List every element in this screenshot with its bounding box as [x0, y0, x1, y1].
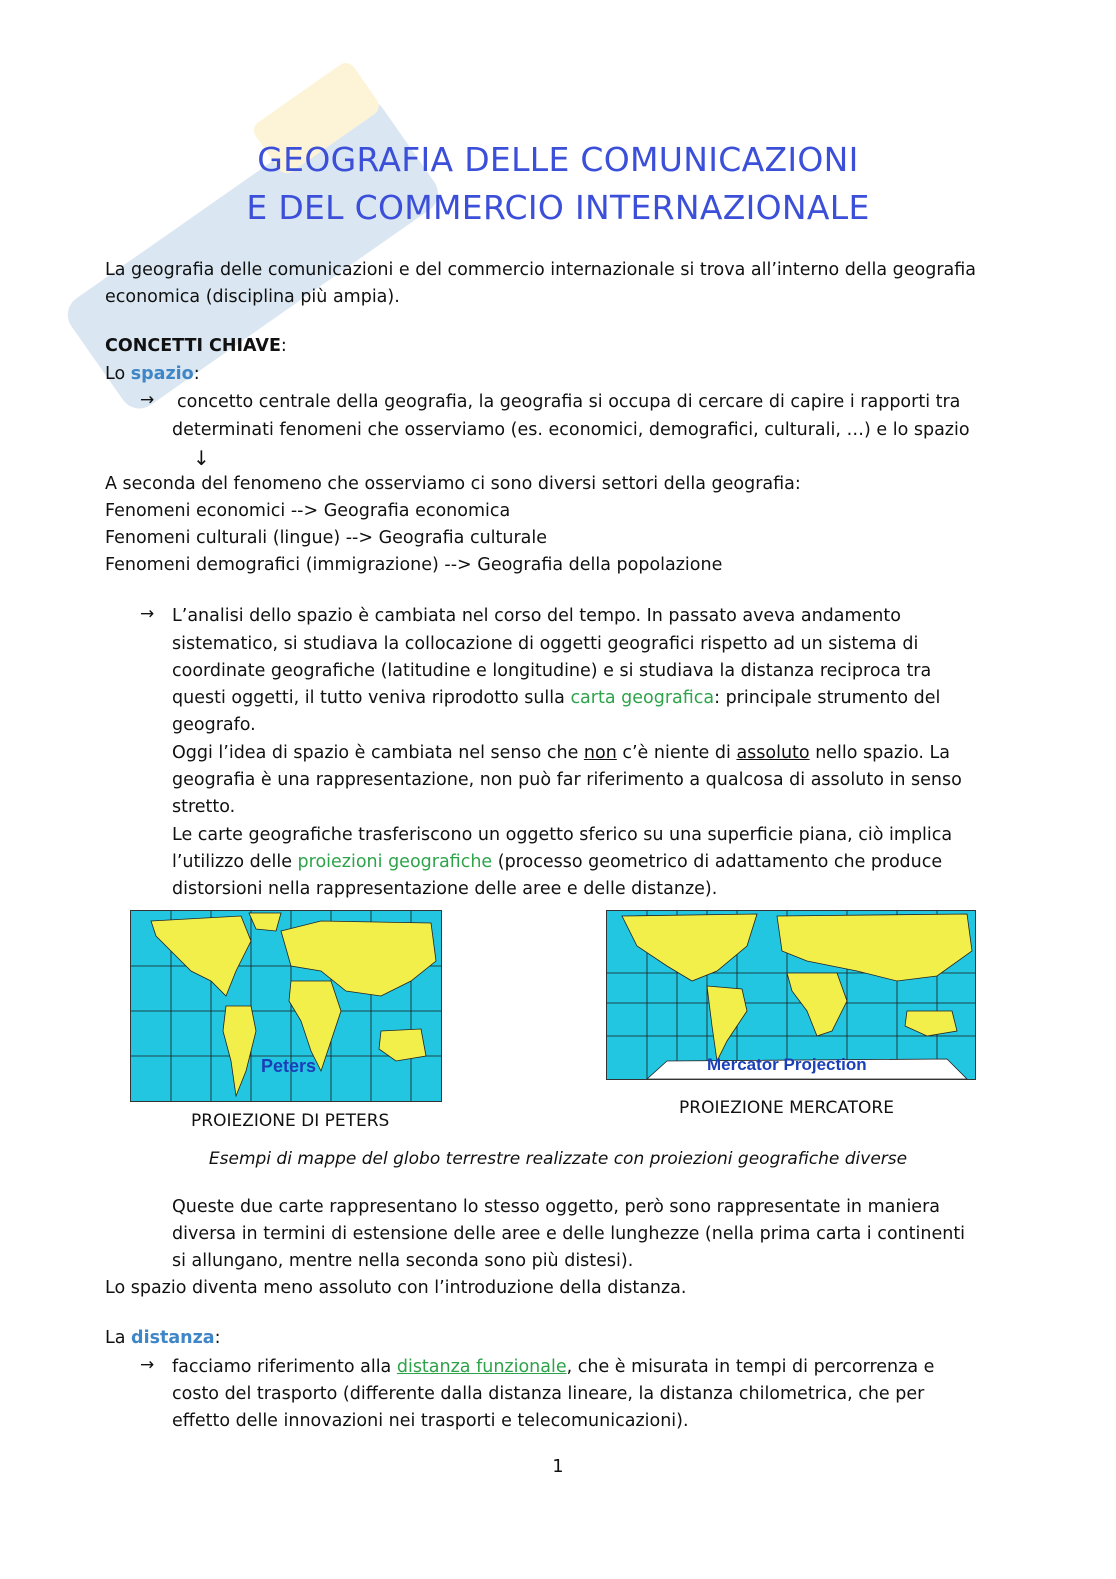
peters-map-label: Peters	[261, 1056, 317, 1076]
distanza-line-1-tail: , che è misurata in tempi di percorrenza e	[566, 1357, 935, 1377]
analysis-line-6-tail: nello spazio. La	[809, 743, 951, 763]
analysis-line-11: distorsioni nella rappresentazione delle aree e delle distanze).	[172, 879, 718, 899]
figure-caption: Esempi di mappe del globo terrestre realizzate con proiezioni geografiche diverse	[208, 1149, 908, 1169]
analysis-line-4-tail: : principale strumento del	[714, 688, 941, 708]
analysis-line-3: coordinate geografiche (latitudine e longitudine) e si studiava la distanza reciproca tra	[172, 661, 932, 681]
sector-demographic: Fenomeni demografici (immigrazione) --> Geografia della popolazione	[105, 555, 723, 575]
analysis-line-10-tail: (processo geometrico di adattamento che produce	[492, 852, 943, 872]
distanza-heading	[105, 1326, 221, 1350]
sector-economic: Fenomeni economici --> Geografia economica	[105, 501, 511, 521]
key-concepts-label: CONCETTI CHIAVE	[105, 336, 281, 356]
spazio-bullet-line-2: determinati fenomeni che osserviamo (es. economici, demografici, culturali, …) e lo spazio	[172, 420, 970, 440]
down-arrow-icon: ↓	[193, 446, 210, 470]
peters-caption: PROIEZIONE DI PETERS	[191, 1111, 390, 1131]
bullet-arrow-icon: →	[140, 390, 155, 410]
distanza-prefix: La	[105, 1328, 132, 1348]
sectors-intro: A seconda del fenomeno che osserviamo ci sono diversi settori della geografia:	[105, 474, 801, 494]
distanza-line-1	[172, 1355, 934, 1379]
page-title-line-2: E DEL COMMERCIO INTERNAZIONALE	[246, 188, 870, 227]
spazio-colon: :	[193, 364, 200, 384]
distanza-line-3: effetto delle innovazioni nei trasporti e telecomunicazioni).	[172, 1411, 689, 1431]
non-underlined: non	[583, 743, 617, 763]
spazio-keyword: spazio	[130, 364, 194, 384]
analysis-line-10	[172, 850, 942, 874]
key-concepts-colon: :	[280, 336, 287, 356]
analysis-line-1: L’analisi dello spazio è cambiata nel corso del tempo. In passato aveva andamento	[172, 606, 901, 626]
distanza-funzionale-link[interactable]: distanza funzionale	[396, 1357, 567, 1377]
mercator-map-image	[606, 910, 976, 1080]
analysis-line-6	[172, 741, 950, 765]
analysis-line-2: sistematico, si studiava la collocazione di oggetti geografici rispetto ad un sistema di	[172, 634, 919, 654]
after-maps-line-2: diversa in termini di estensione delle aree e delle lunghezze (nella prima carta i continenti	[172, 1224, 966, 1244]
analysis-line-8: stretto.	[172, 797, 236, 817]
analysis-line-4	[172, 686, 940, 710]
analysis-line-4-text: questi oggetti, il tutto veniva riprodotto sulla	[172, 688, 571, 708]
mercator-map-label: Mercator Projection	[707, 1055, 867, 1074]
spazio-bullet-line-1: concetto centrale della geografia, la geografia si occupa di cercare di capire i rapporti tra	[177, 392, 961, 412]
spazio-prefix: Lo	[105, 364, 131, 384]
mercator-caption: PROIEZIONE MERCATORE	[679, 1098, 894, 1118]
after-maps-line-4: Lo spazio diventa meno assoluto con l’introduzione della distanza.	[105, 1278, 687, 1298]
analysis-line-6-text: Oggi l’idea di spazio è cambiata nel senso che	[172, 743, 584, 763]
page-title-line-1: GEOGRAFIA DELLE COMUNICAZIONI	[257, 140, 859, 179]
analysis-line-6-mid: c’è niente di	[616, 743, 737, 763]
distanza-colon: :	[214, 1328, 221, 1348]
carta-geografica-link: carta geografica	[570, 688, 715, 708]
proiezioni-geografiche-link: proiezioni geografiche	[297, 852, 493, 872]
bullet-arrow-icon: →	[140, 604, 155, 624]
analysis-line-9: Le carte geografiche trasferiscono un oggetto sferico su una superficie piana, ciò implica	[172, 825, 953, 845]
sector-cultural: Fenomeni culturali (lingue) --> Geografia culturale	[105, 528, 548, 548]
spazio-heading	[105, 362, 200, 386]
analysis-line-7: geografia è una rappresentazione, non può far riferimento a qualcosa di assoluto in senso	[172, 770, 962, 790]
assoluto-underlined: assoluto	[736, 743, 810, 763]
bullet-arrow-icon: →	[140, 1355, 155, 1375]
distanza-line-2: costo del trasporto (differente dalla distanza lineare, la distanza chilometrica, che per	[172, 1384, 925, 1404]
analysis-line-5: geografo.	[172, 715, 256, 735]
peters-map-image	[130, 910, 442, 1102]
after-maps-line-3: si allungano, mentre nella seconda sono più distesi).	[172, 1251, 634, 1271]
intro-line-2: economica (disciplina più ampia).	[105, 287, 400, 307]
analysis-line-10-text: l’utilizzo delle	[172, 852, 298, 872]
distanza-keyword: distanza	[131, 1328, 215, 1348]
intro-line-1: La geografia delle comunicazioni e del commercio internazionale si trova all’interno della geografia	[105, 260, 976, 280]
key-concepts-heading	[105, 334, 287, 358]
distanza-line-1-text: facciamo riferimento alla	[172, 1357, 397, 1377]
page-number: 1	[552, 1457, 564, 1477]
after-maps-line-1: Queste due carte rappresentano lo stesso oggetto, però sono rappresentate in maniera	[172, 1197, 940, 1217]
